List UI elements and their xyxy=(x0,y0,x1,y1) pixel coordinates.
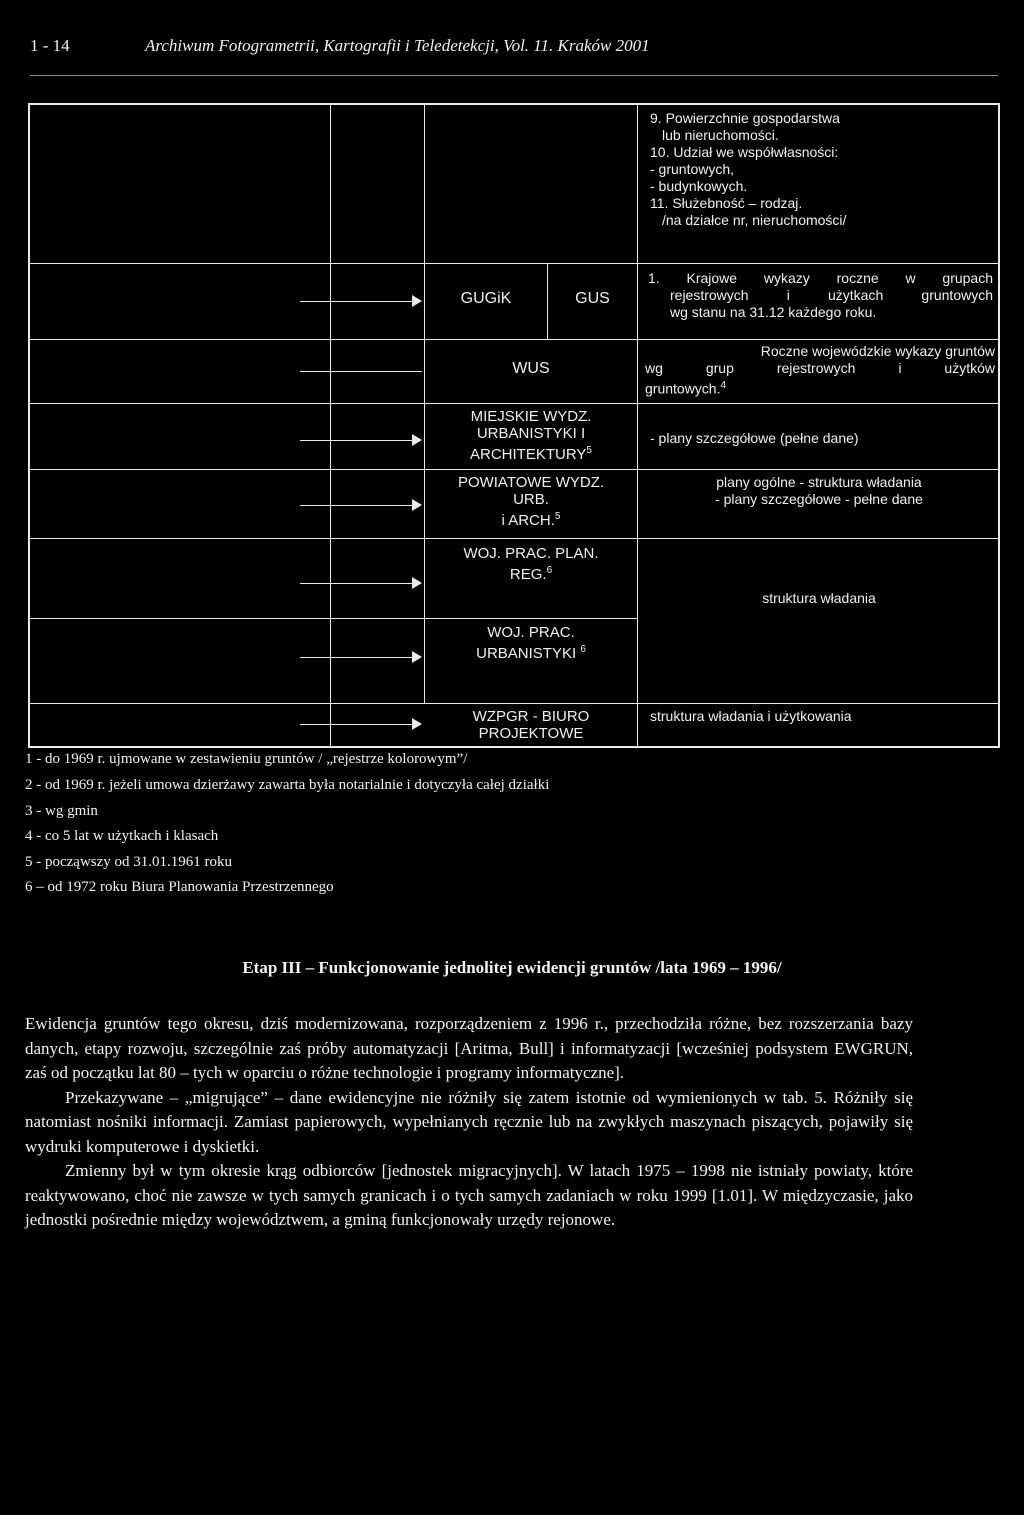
woj-plan-line-2 xyxy=(425,562,637,583)
item-9-line-2: lub nieruchomości. xyxy=(662,127,779,143)
woj-description: struktura władania xyxy=(762,590,876,606)
hline-5 xyxy=(28,538,998,539)
powiatowe-line-2: URB. xyxy=(513,491,549,508)
note-6: 6 – od 1972 roku Biura Planowania Przestrzennego xyxy=(25,879,334,895)
wus-desc-line-2: wg grup rejestrowych i użytków xyxy=(645,360,995,376)
item-11-line-1: 11. Służebność – rodzaj. xyxy=(650,195,803,211)
arrow-head-woj-urb xyxy=(412,651,422,663)
arrow-line-miejskie xyxy=(300,440,412,441)
arrow-line-powiatowe xyxy=(300,505,412,506)
wus-footnote-4: 4 xyxy=(720,380,727,391)
woj-urb-label xyxy=(425,624,637,662)
arrow-head-miejskie xyxy=(412,434,422,446)
miejskie-footnote: 5 xyxy=(586,445,592,456)
miejskie-description: - plany szczegółowe (pełne dane) xyxy=(650,430,859,446)
vline-1 xyxy=(330,103,331,748)
arrow-line-woj-plan xyxy=(300,583,412,584)
powiatowe-desc-line-2: - plany szczegółowe - pełne dane xyxy=(715,491,923,507)
item-10-line-1: 10. Udział we współwłasności: xyxy=(650,144,839,160)
miejskie-line-1: MIEJSKIE WYDZ. xyxy=(470,408,592,425)
item-9-line-1: 9. Powierzchnie gospodarstwa xyxy=(650,110,840,126)
wzpgr-label xyxy=(425,708,637,742)
note-2: 2 - od 1969 r. jeżeli umowa dzierżawy zawarta była notarialnie i dotyczyła całej działki xyxy=(25,777,550,793)
woj-urb-line-2-text: URBANISTYKI xyxy=(476,645,577,662)
frame-top xyxy=(28,103,1000,105)
wus-desc-line-3 xyxy=(645,377,995,398)
item-11-line-2: /na działce nr, nieruchomości/ xyxy=(662,212,847,228)
wus-description xyxy=(645,343,995,398)
powiatowe-line-1: POWIATOWE WYDZ. xyxy=(457,474,605,491)
wzpgr-description: struktura władania i użytkowania xyxy=(650,708,852,724)
hline-7 xyxy=(28,703,998,704)
section-title: Etap III – Funkcjonowanie jednolitej ewidencji gruntów /lata 1969 – 1996/ xyxy=(242,958,782,977)
frame-left xyxy=(28,103,30,748)
arrow-head-woj-plan xyxy=(412,577,422,589)
frame-right xyxy=(998,103,1000,748)
frame-bottom xyxy=(28,746,1000,748)
woj-plan-line-2-text: REG. xyxy=(509,566,547,583)
hline-6 xyxy=(28,618,638,619)
items-9-11 xyxy=(650,110,995,229)
arrow-head-gugik xyxy=(412,295,422,307)
page-number: 1 - 14 xyxy=(30,36,70,55)
woj-urb-line-2 xyxy=(425,641,637,662)
note-5: 5 - począwszy od 31.01.1961 roku xyxy=(25,854,233,870)
arrow-line-gugik xyxy=(300,301,412,302)
woj-urb-line-1: WOJ. PRAC. xyxy=(487,624,575,641)
wus-desc-line-3-text: gruntowych. xyxy=(645,380,721,397)
powiatowe-label xyxy=(425,474,637,529)
paragraph-1: Ewidencja gruntów tego okresu, dziś modernizowana, rozporządzeniem z 1996 r., przechodziła różne, bez rozszerzania bazy danych, etapy rozwoju, szczególnie zaś próby automatyzacji [Aritma, Bull] i informatyzacji [wcześniej podsystem EWGRUN, zaś od początku lat 80 – tych w oparciu o różne technologie i programy informatyczne]. xyxy=(25,1014,913,1082)
gugik-desc-line-3: wg stanu na 31.12 każdego roku. xyxy=(670,304,877,320)
arrow-head-powiatowe xyxy=(412,499,422,511)
woj-plan-line-1: WOJ. PRAC. PLAN. xyxy=(463,545,599,562)
powiatowe-line-3 xyxy=(425,508,637,529)
wus-desc-line-1: Roczne wojewódzkie wykazy gruntów xyxy=(760,343,995,359)
hline-4 xyxy=(28,469,998,470)
woj-urb-footnote: 6 xyxy=(580,644,586,655)
wzpgr-line-2: PROJEKTOWE xyxy=(478,725,584,742)
gugik-desc-line-1: 1. Krajowe wykazy roczne w grupach xyxy=(648,270,993,286)
miejskie-line-2: URBANISTYKI I xyxy=(476,425,586,442)
miejskie-label xyxy=(425,408,637,463)
woj-plan-label xyxy=(425,545,637,583)
hline-1 xyxy=(28,263,998,264)
miejskie-line-3 xyxy=(425,442,637,463)
powiatowe-line-3-text: i ARCH. xyxy=(501,512,555,529)
paragraph-2: Przekazywane – „migrujące” – dane ewidencyjne nie różniły się zatem istotnie od wymienionych w tab. 5. Różniły się natomiast nośniki informacji. Zamiast papierowych, wypełnianych ręcznie lub na zwykłych maszynach piszących, pojawiły się wydruki komputerowe i dyskietki. xyxy=(25,1087,913,1156)
note-4: 4 - co 5 lat w użytkach i klasach xyxy=(25,828,219,844)
gugik-desc-line-2: rejestrowych i użytkach gruntowych xyxy=(670,287,993,303)
woj-plan-footnote: 6 xyxy=(546,565,553,576)
body-text xyxy=(25,1012,913,1233)
powiatowe-description xyxy=(640,474,998,508)
gus-label: GUS xyxy=(575,290,610,307)
arrow-head-wzpgr xyxy=(412,718,422,730)
gugik-label: GUGiK xyxy=(460,290,512,307)
note-3: 3 - wg gmin xyxy=(25,803,98,819)
arrow-line-woj-urb xyxy=(300,657,412,658)
vline-3 xyxy=(637,103,638,748)
gugik-description xyxy=(648,270,993,321)
wus-label: WUS xyxy=(512,360,550,377)
arrow-line-wzpgr xyxy=(300,724,412,725)
miejskie-line-3-text: ARCHITEKTURY xyxy=(470,446,587,463)
item-10-line-3: - budynkowych. xyxy=(650,178,748,194)
powiatowe-desc-line-1: plany ogólne - struktura władania xyxy=(716,474,922,490)
paragraph-3: Zmienny był w tym okresie krąg odbiorców [jednostek migracyjnych]. W latach 1975 – 1998 nie istniały powiaty, które reaktywowano, choć nie zawsze w tych samych granicach i o tych samych zadaniach w roku 1999 [1.01]. W międzyczasie, jako jednostki pośrednie między województwem, a gminą funkcjonowały urzędy rejonowe. xyxy=(25,1161,913,1229)
wzpgr-line-1: WZPGR - BIURO xyxy=(472,708,590,725)
journal-title: Archiwum Fotogrametrii, Kartografii i Teledetekcji, Vol. 11. Kraków 2001 xyxy=(145,36,650,55)
hline-3 xyxy=(28,403,998,404)
arrow-line-wus xyxy=(300,371,422,372)
item-10-line-2: - gruntowych, xyxy=(650,161,735,177)
hline-2 xyxy=(28,339,998,340)
powiatowe-footnote: 5 xyxy=(554,511,561,522)
note-1: 1 - do 1969 r. ujmowane w zestawieniu gruntów / „rejestrze kolorowym”/ xyxy=(25,751,468,767)
